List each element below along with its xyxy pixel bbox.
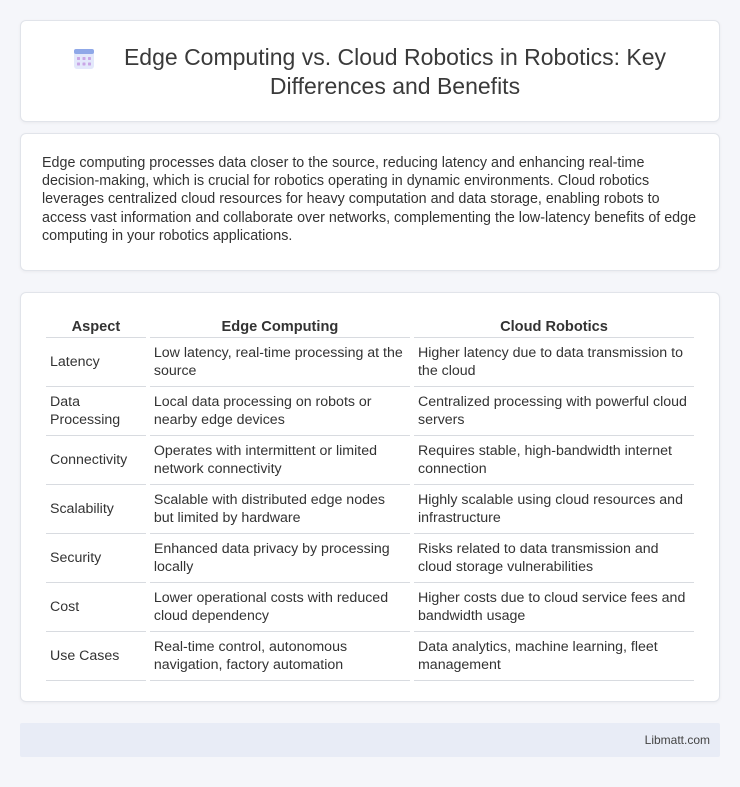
footer-site-link[interactable]: Libmatt.com — [644, 733, 710, 747]
row-cloud: Data analytics, machine learning, fleet management — [414, 632, 694, 681]
row-aspect: Connectivity — [46, 436, 146, 485]
intro-paragraph: Edge computing processes data closer to the source, reducing latency and enhancing real-time decision-making, which is crucial for robotics operating in dynamic environments. Cloud robotics leverages centralized cloud resources for heavy computation and data storage, enabling robots to access vast information and collaborate over networks, complementing the low-latency benefits of edge computing in your robotics applications. — [42, 155, 697, 244]
row-aspect: Use Cases — [46, 632, 146, 681]
table-row — [46, 534, 694, 583]
table-row — [46, 485, 694, 534]
row-edge: Enhanced data privacy by processing locally — [150, 534, 410, 583]
header-cloud-robotics: Cloud Robotics — [414, 315, 694, 338]
row-cloud: Risks related to data transmission and cloud storage vulnerabilities — [414, 534, 694, 583]
page-title: Edge Computing vs. Cloud Robotics in Robotics: Key Differences and Benefits — [123, 44, 667, 99]
row-cloud: Higher latency due to data transmission to the cloud — [414, 338, 694, 387]
row-cloud: Higher costs due to cloud service fees and bandwidth usage — [414, 583, 694, 632]
row-aspect: Data Processing — [46, 387, 146, 436]
title-card — [20, 20, 720, 122]
table-row — [46, 387, 694, 436]
row-cloud: Highly scalable using cloud resources and infrastructure — [414, 485, 694, 534]
table-row — [46, 583, 694, 632]
row-aspect: Cost — [46, 583, 146, 632]
title-wrap — [21, 43, 719, 101]
row-aspect: Security — [46, 534, 146, 583]
row-aspect: Latency — [46, 338, 146, 387]
row-edge: Low latency, real-time processing at the source — [150, 338, 410, 387]
comparison-table — [42, 315, 698, 681]
footer-bar — [20, 723, 720, 757]
row-aspect: Scalability — [46, 485, 146, 534]
table-row — [46, 436, 694, 485]
row-cloud: Centralized processing with powerful cloud servers — [414, 387, 694, 436]
row-edge: Local data processing on robots or nearby edge devices — [150, 387, 410, 436]
header-aspect: Aspect — [46, 315, 146, 338]
table-row — [46, 632, 694, 681]
table-row — [46, 338, 694, 387]
row-edge: Lower operational costs with reduced cloud dependency — [150, 583, 410, 632]
intro-card — [20, 133, 720, 271]
row-edge: Operates with intermittent or limited network connectivity — [150, 436, 410, 485]
table-header-row — [46, 315, 694, 338]
row-edge: Real-time control, autonomous navigation, factory automation — [150, 632, 410, 681]
row-cloud: Requires stable, high-bandwidth internet connection — [414, 436, 694, 485]
header-edge-computing: Edge Computing — [150, 315, 410, 338]
comparison-table-card — [20, 292, 720, 702]
row-edge: Scalable with distributed edge nodes but limited by hardware — [150, 485, 410, 534]
